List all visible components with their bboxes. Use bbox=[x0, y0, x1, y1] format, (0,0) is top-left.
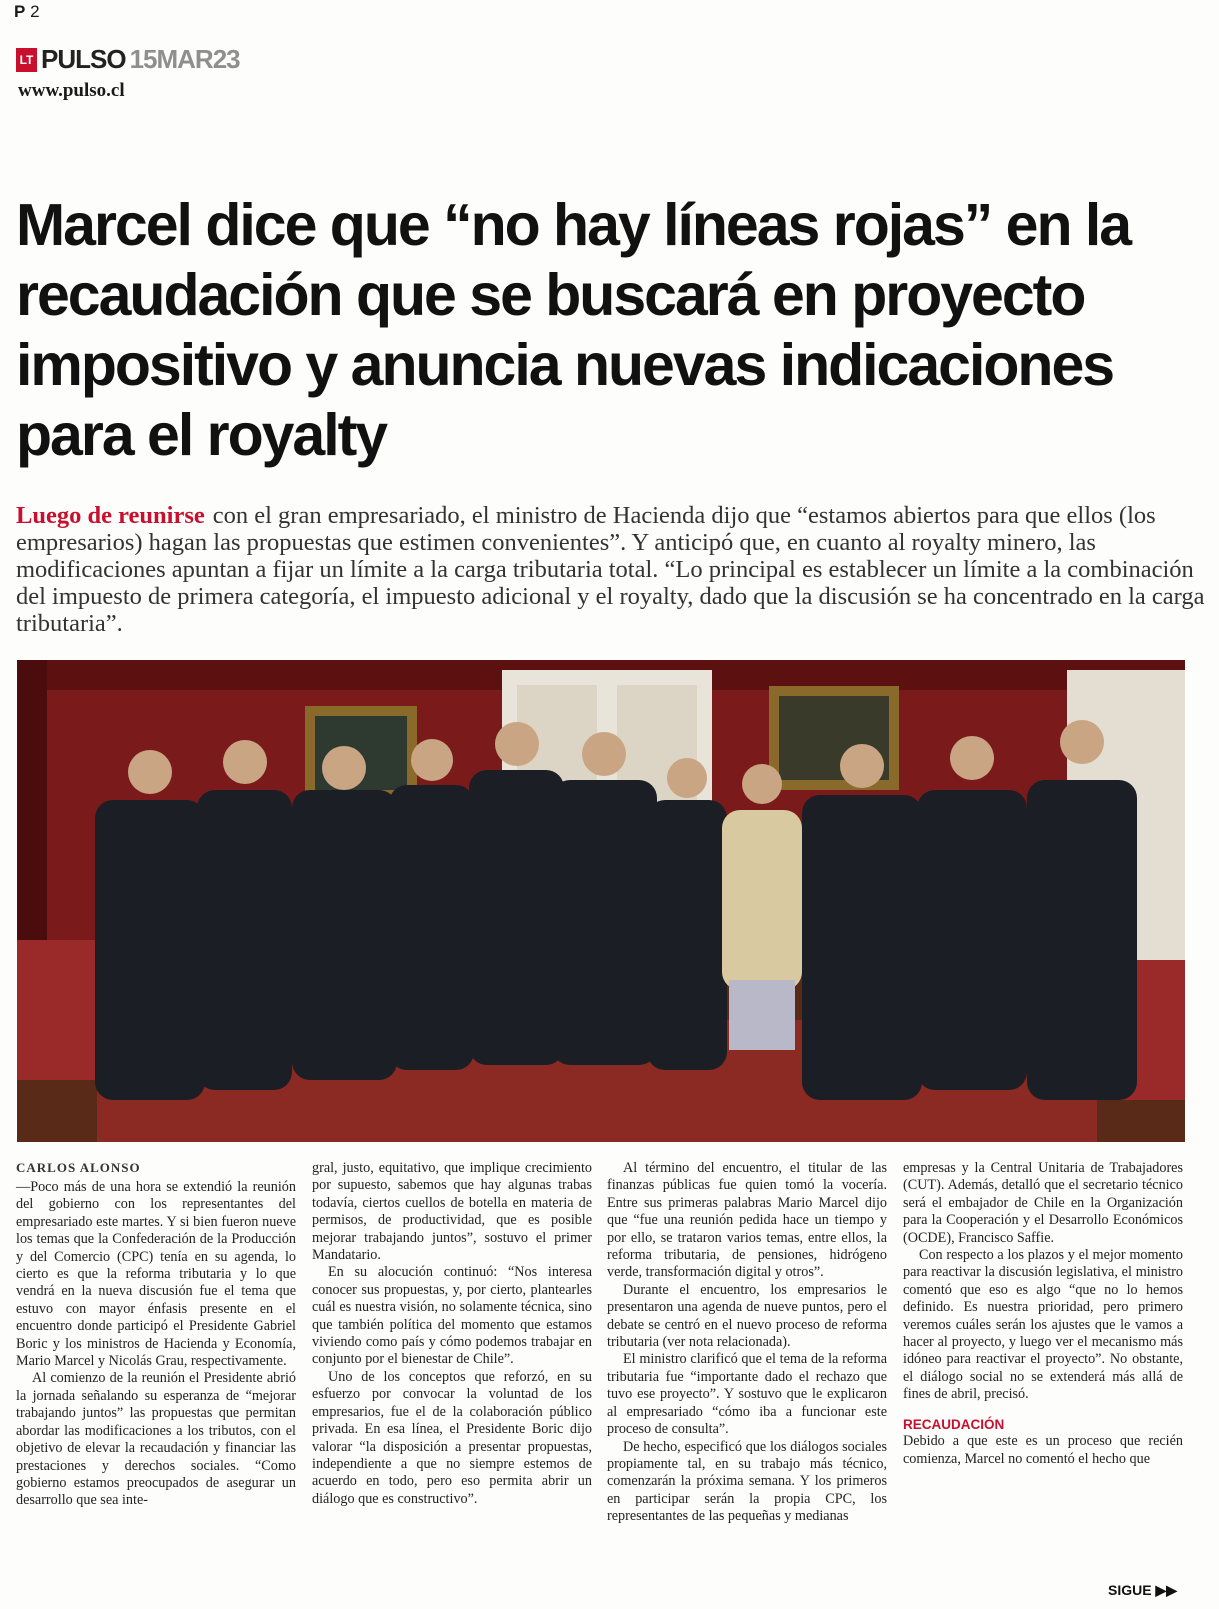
deck-text: con el gran empresariado, el ministro de Hacienda dijo que “estamos abiertos para que ellos (los empresarios) hagan las propuestas que estimen convenientes”. Y anticipó que, en cuanto al royalty minero, las modificaciones apuntan a fijar un límite a la carga tributaria total. “Lo principal es establecer un límite a la combinación del impuesto de primera categoría, el impuesto adicional y el royalty, dado que la discusión se ha concentrado en la carga tributaria”. bbox=[16, 502, 1205, 637]
lt-logo: LT bbox=[16, 48, 37, 72]
paragraph: En su alocución continuó: “Nos interesa conocer sus propuestas, y, por cierto, plantearles cuál es nuestra visión, no solamente técnica, sino que también política del momento que estamos viviendo como país y cómo podemos trabajar en conjunto por el bienestar de Chile”. bbox=[312, 1264, 592, 1368]
paragraph: Con respecto a los plazos y el mejor momento para reactivar la discusión legislativa, el ministro comentó que eso es algo “que no lo hemos definido. Es nuestra prioridad, pero primero veremos cuáles serán los ajustes que le vamos a hacer al proyecto, y luego ver el mecanismo más idóneo para reactivar el proyecto”. No obstante, el diálogo social no se extenderá más allá de fines de abril, precisó. bbox=[903, 1247, 1183, 1403]
column-1 bbox=[16, 1179, 296, 1510]
masthead bbox=[16, 44, 240, 75]
paragraph: Durante el encuentro, los empresarios le presentaron una agenda de nueve puntos, pero el debate se centró en el nuevo proceso de reforma tributaria (ver nota relacionada). bbox=[607, 1281, 887, 1351]
deck bbox=[16, 502, 1206, 637]
group-photo bbox=[17, 660, 1185, 1142]
section-subhead: RECAUDACIÓN bbox=[903, 1416, 1005, 1432]
paragraph: De hecho, especificó que los diálogos sociales propiamente tal, en su trabajo más técnico, comenzarán la próxima semana. Y los primeros en participar serán la propia CPC, los representantes de las pequeñas y medianas bbox=[607, 1438, 887, 1525]
paragraph: Al comienzo de la reunión el Presidente abrió la jornada señalando su esperanza de “mejorar trabajando juntos” las propuestas que permitan abordar las modificaciones a los tributos, con el objetivo de elevar la recaudación y financiar las prestaciones y derechos sociales. “Como gobierno estamos preocupados de asegurar un desarrollo que sea inte- bbox=[16, 1370, 296, 1509]
paragraph: —Poco más de una hora se extendió la reunión del gobierno con los representantes del empresariado este martes. Y si bien fueron nueve los temas que la Confederación de la Producción y del Comercio (CPC) tenía en su agenda, lo cierto es que la reforma tributaria y lo que vendrá en la nueva discusión fue el tema que estuvo con mayor énfasis presente en el encuentro donde participó el Presidente Gabriel Boric y los ministros de Hacienda y Economía, Mario Marcel y Nicolás Grau, respectivamente. bbox=[16, 1179, 296, 1370]
column-3 bbox=[607, 1160, 887, 1526]
brand-name: PULSO bbox=[41, 44, 126, 74]
byline: CARLOS ALONSO bbox=[16, 1160, 141, 1175]
paragraph: Al término del encuentro, el titular de las finanzas públicas fue quien tomó la vocería. Entre sus primeras palabras Mario Marcel dijo que “fue una reunión pedida hace un tiempo y por ello, se trataron varios temas, entre ellos, la reforma tributaria, de pensiones, hidrógeno verde, transformación digital y otros”. bbox=[607, 1160, 887, 1281]
site-url[interactable]: www.pulso.cl bbox=[18, 80, 125, 101]
page-number: P 2 bbox=[14, 2, 40, 21]
paragraph: Debido a que este es un proceso que recién comienza, Marcel no comentó el hecho que bbox=[903, 1433, 1183, 1467]
paragraph: gral, justo, equitativo, que implique crecimiento por supuesto, sabemos que hay algunas trabas todavía, ciertos cuellos de botella en materia de permisos, de productividad, que es posible mejorar trabajando juntos”, sostuvo el primer Mandatario. bbox=[312, 1160, 592, 1264]
continue-marker: SIGUE ▶▶ bbox=[1108, 1582, 1177, 1598]
paragraph: Uno de los conceptos que reforzó, en su esfuerzo por convocar la voluntad de los empresarios, fue el de la colaboración público privada. En esa línea, el Presidente Boric dijo valorar “la disposición a presentar propuestas, independiente a que no siempre estemos de acuerdo en todo, pero eso permita abrir un diálogo que es constructivo”. bbox=[312, 1368, 592, 1507]
issue-date: 15MAR23 bbox=[129, 44, 240, 74]
column-4 bbox=[903, 1160, 1183, 1468]
headline: Marcel dice que “no hay líneas rojas” en la recaudación que se buscará en proyecto impositivo y anuncia nuevas indicaciones para el royalty bbox=[16, 192, 1131, 468]
paragraph: empresas y la Central Unitaria de Trabajadores (CUT). Además, detalló que el secretario técnico será el embajador de Chile en la Organización para la Cooperación y el Desarrollo Económicos (OCDE), Francisco Saffie. bbox=[903, 1160, 1183, 1246]
paragraph: El ministro clarificó que el tema de la reforma tributaria fue “importante dado el rechazo que tuvo ese proyecto”. Y sostuvo que le explicaron al empresariado “cómo iba a funcionar este proceso de consulta”. bbox=[607, 1351, 887, 1438]
deck-lead: Luego de reunirse bbox=[16, 502, 205, 529]
column-2 bbox=[312, 1160, 592, 1508]
